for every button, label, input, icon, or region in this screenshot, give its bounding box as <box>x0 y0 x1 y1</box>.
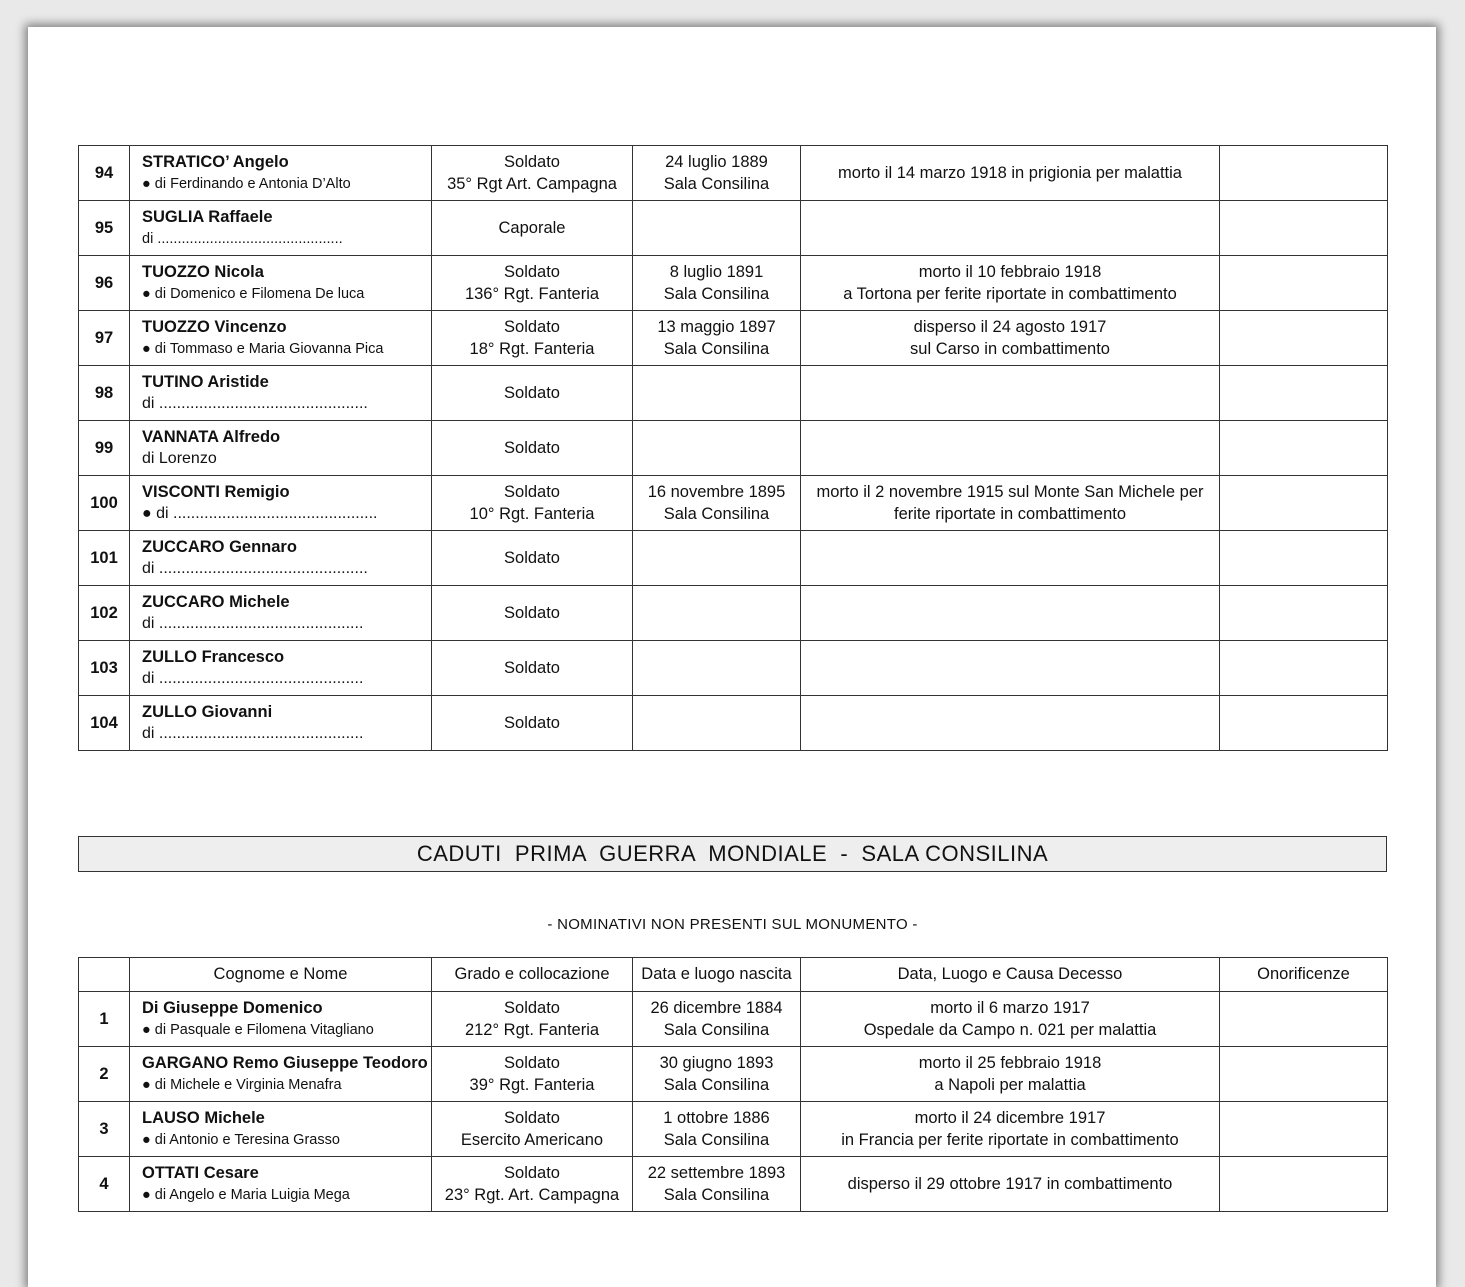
soldier-parents: di ............................................... <box>142 395 368 412</box>
name-cell <box>130 1157 432 1212</box>
soldier-parents: ● di Angelo e Maria Luigia Mega <box>142 1187 350 1203</box>
soldier-parents: di .............................................. <box>142 670 364 687</box>
rank-cell <box>432 531 633 586</box>
honors-cell <box>1220 476 1388 531</box>
rank-cell <box>432 586 633 641</box>
birth-place: Sala Consilina <box>663 1076 770 1094</box>
soldier-parents: ● di Domenico e Filomena De luca <box>142 286 365 302</box>
name-cell <box>130 586 432 641</box>
row-number: 3 <box>79 1102 130 1157</box>
honors-cell <box>1220 311 1388 366</box>
birth-cell <box>633 641 801 696</box>
death-cell <box>801 696 1220 751</box>
unit: 18° Rgt. Fanteria <box>469 340 595 358</box>
soldier-parents: ● di Antonio e Teresina Grasso <box>142 1132 340 1148</box>
table-row <box>79 696 1388 751</box>
soldier-name: ZULLO Francesco <box>142 648 285 666</box>
honors-cell <box>1220 696 1388 751</box>
birth-date: 30 giugno 1893 <box>659 1054 774 1072</box>
honors-cell <box>1220 146 1388 201</box>
table-row <box>79 1157 1388 1212</box>
header-rank: Grado e collocazione <box>432 958 633 992</box>
death-cell <box>801 366 1220 421</box>
birth-date: 1 ottobre 1886 <box>663 1109 770 1127</box>
soldier-name: VANNATA Alfredo <box>142 428 281 446</box>
honors-cell <box>1220 1047 1388 1102</box>
birth-cell <box>633 366 801 421</box>
death-line-2: sul Carso in combattimento <box>910 340 1110 358</box>
soldier-parents: ● di .............................................. <box>142 505 378 522</box>
rank-cell <box>432 1157 633 1212</box>
birth-date: 8 luglio 1891 <box>669 263 764 281</box>
death-line-1: morto il 6 marzo 1917 <box>930 999 1090 1017</box>
birth-date: 13 maggio 1897 <box>657 318 776 336</box>
rank-cell <box>432 992 633 1047</box>
header-birth: Data e luogo nascita <box>633 958 801 992</box>
table-header-row <box>79 958 1388 992</box>
table-row <box>79 531 1388 586</box>
birth-place: Sala Consilina <box>663 285 770 303</box>
birth-cell <box>633 146 801 201</box>
rank: Soldato <box>504 604 560 622</box>
rank-cell <box>432 1047 633 1102</box>
death-cell <box>801 992 1220 1047</box>
honors-cell <box>1220 256 1388 311</box>
birth-cell <box>633 201 801 256</box>
death-cell <box>801 476 1220 531</box>
rank: Soldato <box>504 318 560 336</box>
death-cell <box>801 421 1220 476</box>
death-line-1: morto il 24 dicembre 1917 <box>914 1109 1106 1127</box>
rank: Soldato <box>504 439 560 457</box>
rank: Soldato <box>504 1054 560 1072</box>
death-line-1: morto il 10 febbraio 1918 <box>918 263 1102 281</box>
row-number: 98 <box>79 366 130 421</box>
death-cell <box>801 1047 1220 1102</box>
table-row <box>79 1047 1388 1102</box>
rank-cell <box>432 256 633 311</box>
birth-date: 22 settembre 1893 <box>647 1164 786 1182</box>
header-death: Data, Luogo e Causa Decesso <box>801 958 1220 992</box>
death-line-2: Ospedale da Campo n. 021 per malattia <box>863 1021 1157 1039</box>
soldier-parents: ● di Tommaso e Maria Giovanna Pica <box>142 341 384 357</box>
rank: Soldato <box>504 659 560 677</box>
birth-cell <box>633 311 801 366</box>
death-cell <box>801 311 1220 366</box>
rank-cell <box>432 146 633 201</box>
table-row <box>79 366 1388 421</box>
birth-place: Sala Consilina <box>663 340 770 358</box>
soldier-parents: di ............................................... <box>142 560 368 577</box>
death-line-2: ferite riportate in combattimento <box>893 505 1127 523</box>
name-cell <box>130 1047 432 1102</box>
soldiers-table-not-on-monument <box>78 957 1388 1212</box>
row-number: 2 <box>79 1047 130 1102</box>
death-cell <box>801 201 1220 256</box>
name-cell <box>130 1102 432 1157</box>
table-row <box>79 201 1388 256</box>
birth-cell <box>633 531 801 586</box>
death-cell <box>801 256 1220 311</box>
soldier-parents: ● di Ferdinando e Antonia D’Alto <box>142 176 351 192</box>
death-line-1: disperso il 29 ottobre 1917 in combattimento <box>847 1175 1173 1193</box>
rank: Soldato <box>504 549 560 567</box>
birth-place: Sala Consilina <box>663 1021 770 1039</box>
birth-place: Sala Consilina <box>663 1186 770 1204</box>
row-number: 103 <box>79 641 130 696</box>
honors-cell <box>1220 531 1388 586</box>
soldier-name: STRATICO’ Angelo <box>142 153 289 171</box>
soldier-name: SUGLIA Raffaele <box>142 208 273 226</box>
rank: Soldato <box>504 714 560 732</box>
soldier-name: TUOZZO Nicola <box>142 263 264 281</box>
rank: Soldato <box>504 384 560 402</box>
row-number: 97 <box>79 311 130 366</box>
soldier-name: TUTINO Aristide <box>142 373 269 391</box>
name-cell <box>130 992 432 1047</box>
death-line-2: in Francia per ferite riportate in combattimento <box>841 1131 1179 1149</box>
soldier-parents: di .............................................. <box>142 231 343 247</box>
rank-cell <box>432 366 633 421</box>
row-number: 102 <box>79 586 130 641</box>
soldier-name: Di Giuseppe Domenico <box>142 999 323 1017</box>
soldier-parents: ● di Pasquale e Filomena Vitagliano <box>142 1022 374 1038</box>
death-cell <box>801 641 1220 696</box>
birth-cell <box>633 256 801 311</box>
unit: Esercito Americano <box>460 1131 604 1149</box>
soldier-name: ZUCCARO Michele <box>142 593 290 611</box>
table-row <box>79 476 1388 531</box>
table-row <box>79 146 1388 201</box>
section-subtitle: - NOMINATIVI NON PRESENTI SUL MONUMENTO - <box>547 916 918 933</box>
rank-cell <box>432 421 633 476</box>
row-number: 99 <box>79 421 130 476</box>
header-name: Cognome e Nome <box>130 958 432 992</box>
row-number: 104 <box>79 696 130 751</box>
birth-cell <box>633 1157 801 1212</box>
birth-date: 16 novembre 1895 <box>647 483 786 501</box>
honors-cell <box>1220 421 1388 476</box>
death-cell <box>801 146 1220 201</box>
section-banner: CADUTI PRIMA GUERRA MONDIALE - SALA CONSILINA <box>78 836 1387 872</box>
birth-date: 26 dicembre 1884 <box>650 999 783 1017</box>
name-cell <box>130 366 432 421</box>
soldier-name: ZUCCARO Gennaro <box>142 538 297 556</box>
birth-date: 24 luglio 1889 <box>665 153 768 171</box>
unit: 10° Rgt. Fanteria <box>469 505 595 523</box>
soldiers-table-continued <box>78 145 1388 751</box>
soldier-name: ZULLO Giovanni <box>142 703 273 721</box>
rank-cell <box>432 696 633 751</box>
header-honors: Onorificenze <box>1220 958 1388 992</box>
soldier-parents: ● di Michele e Virginia Menafra <box>142 1077 342 1093</box>
death-cell <box>801 1157 1220 1212</box>
row-number: 94 <box>79 146 130 201</box>
unit: 136° Rgt. Fanteria <box>464 285 600 303</box>
unit: 23° Rgt. Art. Campagna <box>444 1186 620 1204</box>
rank-cell <box>432 476 633 531</box>
row-number: 101 <box>79 531 130 586</box>
soldier-name: TUOZZO Vincenzo <box>142 318 287 336</box>
birth-cell <box>633 1047 801 1102</box>
birth-cell <box>633 696 801 751</box>
unit: 39° Rgt. Fanteria <box>469 1076 595 1094</box>
table-row <box>79 641 1388 696</box>
table-row <box>79 992 1388 1047</box>
row-number: 1 <box>79 992 130 1047</box>
rank-cell <box>432 1102 633 1157</box>
death-cell <box>801 586 1220 641</box>
name-cell <box>130 696 432 751</box>
row-number: 95 <box>79 201 130 256</box>
row-number: 100 <box>79 476 130 531</box>
rank-cell <box>432 311 633 366</box>
honors-cell <box>1220 992 1388 1047</box>
honors-cell <box>1220 641 1388 696</box>
death-line-2: a Tortona per ferite riportate in combattimento <box>843 285 1177 303</box>
table-row <box>79 586 1388 641</box>
name-cell <box>130 421 432 476</box>
table-row <box>79 311 1388 366</box>
unit: 35° Rgt Art. Campagna <box>447 175 617 193</box>
rank: Soldato <box>504 999 560 1017</box>
honors-cell <box>1220 1157 1388 1212</box>
birth-place: Sala Consilina <box>663 1131 770 1149</box>
death-line-1: morto il 25 febbraio 1918 <box>918 1054 1102 1072</box>
death-cell <box>801 1102 1220 1157</box>
rank: Soldato <box>504 1109 560 1127</box>
row-number: 96 <box>79 256 130 311</box>
rank-cell <box>432 641 633 696</box>
document-page <box>28 27 1436 1287</box>
soldier-parents: di .............................................. <box>142 725 364 742</box>
name-cell <box>130 476 432 531</box>
name-cell <box>130 201 432 256</box>
unit: 212° Rgt. Fanteria <box>464 1021 600 1039</box>
honors-cell <box>1220 366 1388 421</box>
name-cell <box>130 531 432 586</box>
death-line-2: a Napoli per malattia <box>934 1076 1086 1094</box>
rank: Soldato <box>504 1164 560 1182</box>
birth-place: Sala Consilina <box>663 505 770 523</box>
soldier-name: VISCONTI Remigio <box>142 483 290 501</box>
death-line-1: morto il 14 marzo 1918 in prigionia per malattia <box>838 164 1182 182</box>
soldier-parents: di .............................................. <box>142 615 364 632</box>
rank: Soldato <box>504 263 560 281</box>
birth-cell <box>633 586 801 641</box>
birth-cell <box>633 992 801 1047</box>
birth-cell <box>633 421 801 476</box>
name-cell <box>130 256 432 311</box>
rank: Soldato <box>504 153 560 171</box>
honors-cell <box>1220 201 1388 256</box>
soldier-name: LAUSO Michele <box>142 1109 265 1127</box>
name-cell <box>130 641 432 696</box>
rank-cell <box>432 201 633 256</box>
birth-cell <box>633 476 801 531</box>
death-line-1: morto il 2 novembre 1915 sul Monte San Michele per <box>816 483 1204 501</box>
table-row <box>79 1102 1388 1157</box>
soldier-parents: di Lorenzo <box>142 450 217 467</box>
honors-cell <box>1220 586 1388 641</box>
birth-cell <box>633 1102 801 1157</box>
rank: Caporale <box>498 219 566 237</box>
table-row <box>79 256 1388 311</box>
soldier-name: OTTATI Cesare <box>142 1164 259 1182</box>
table-row <box>79 421 1388 476</box>
name-cell <box>130 146 432 201</box>
death-line-1: disperso il 24 agosto 1917 <box>913 318 1107 336</box>
rank: Soldato <box>504 483 560 501</box>
name-cell <box>130 311 432 366</box>
death-cell <box>801 531 1220 586</box>
header-num <box>79 958 130 992</box>
birth-place: Sala Consilina <box>663 175 770 193</box>
row-number: 4 <box>79 1157 130 1212</box>
honors-cell <box>1220 1102 1388 1157</box>
soldier-name: GARGANO Remo Giuseppe Teodoro <box>142 1054 428 1072</box>
